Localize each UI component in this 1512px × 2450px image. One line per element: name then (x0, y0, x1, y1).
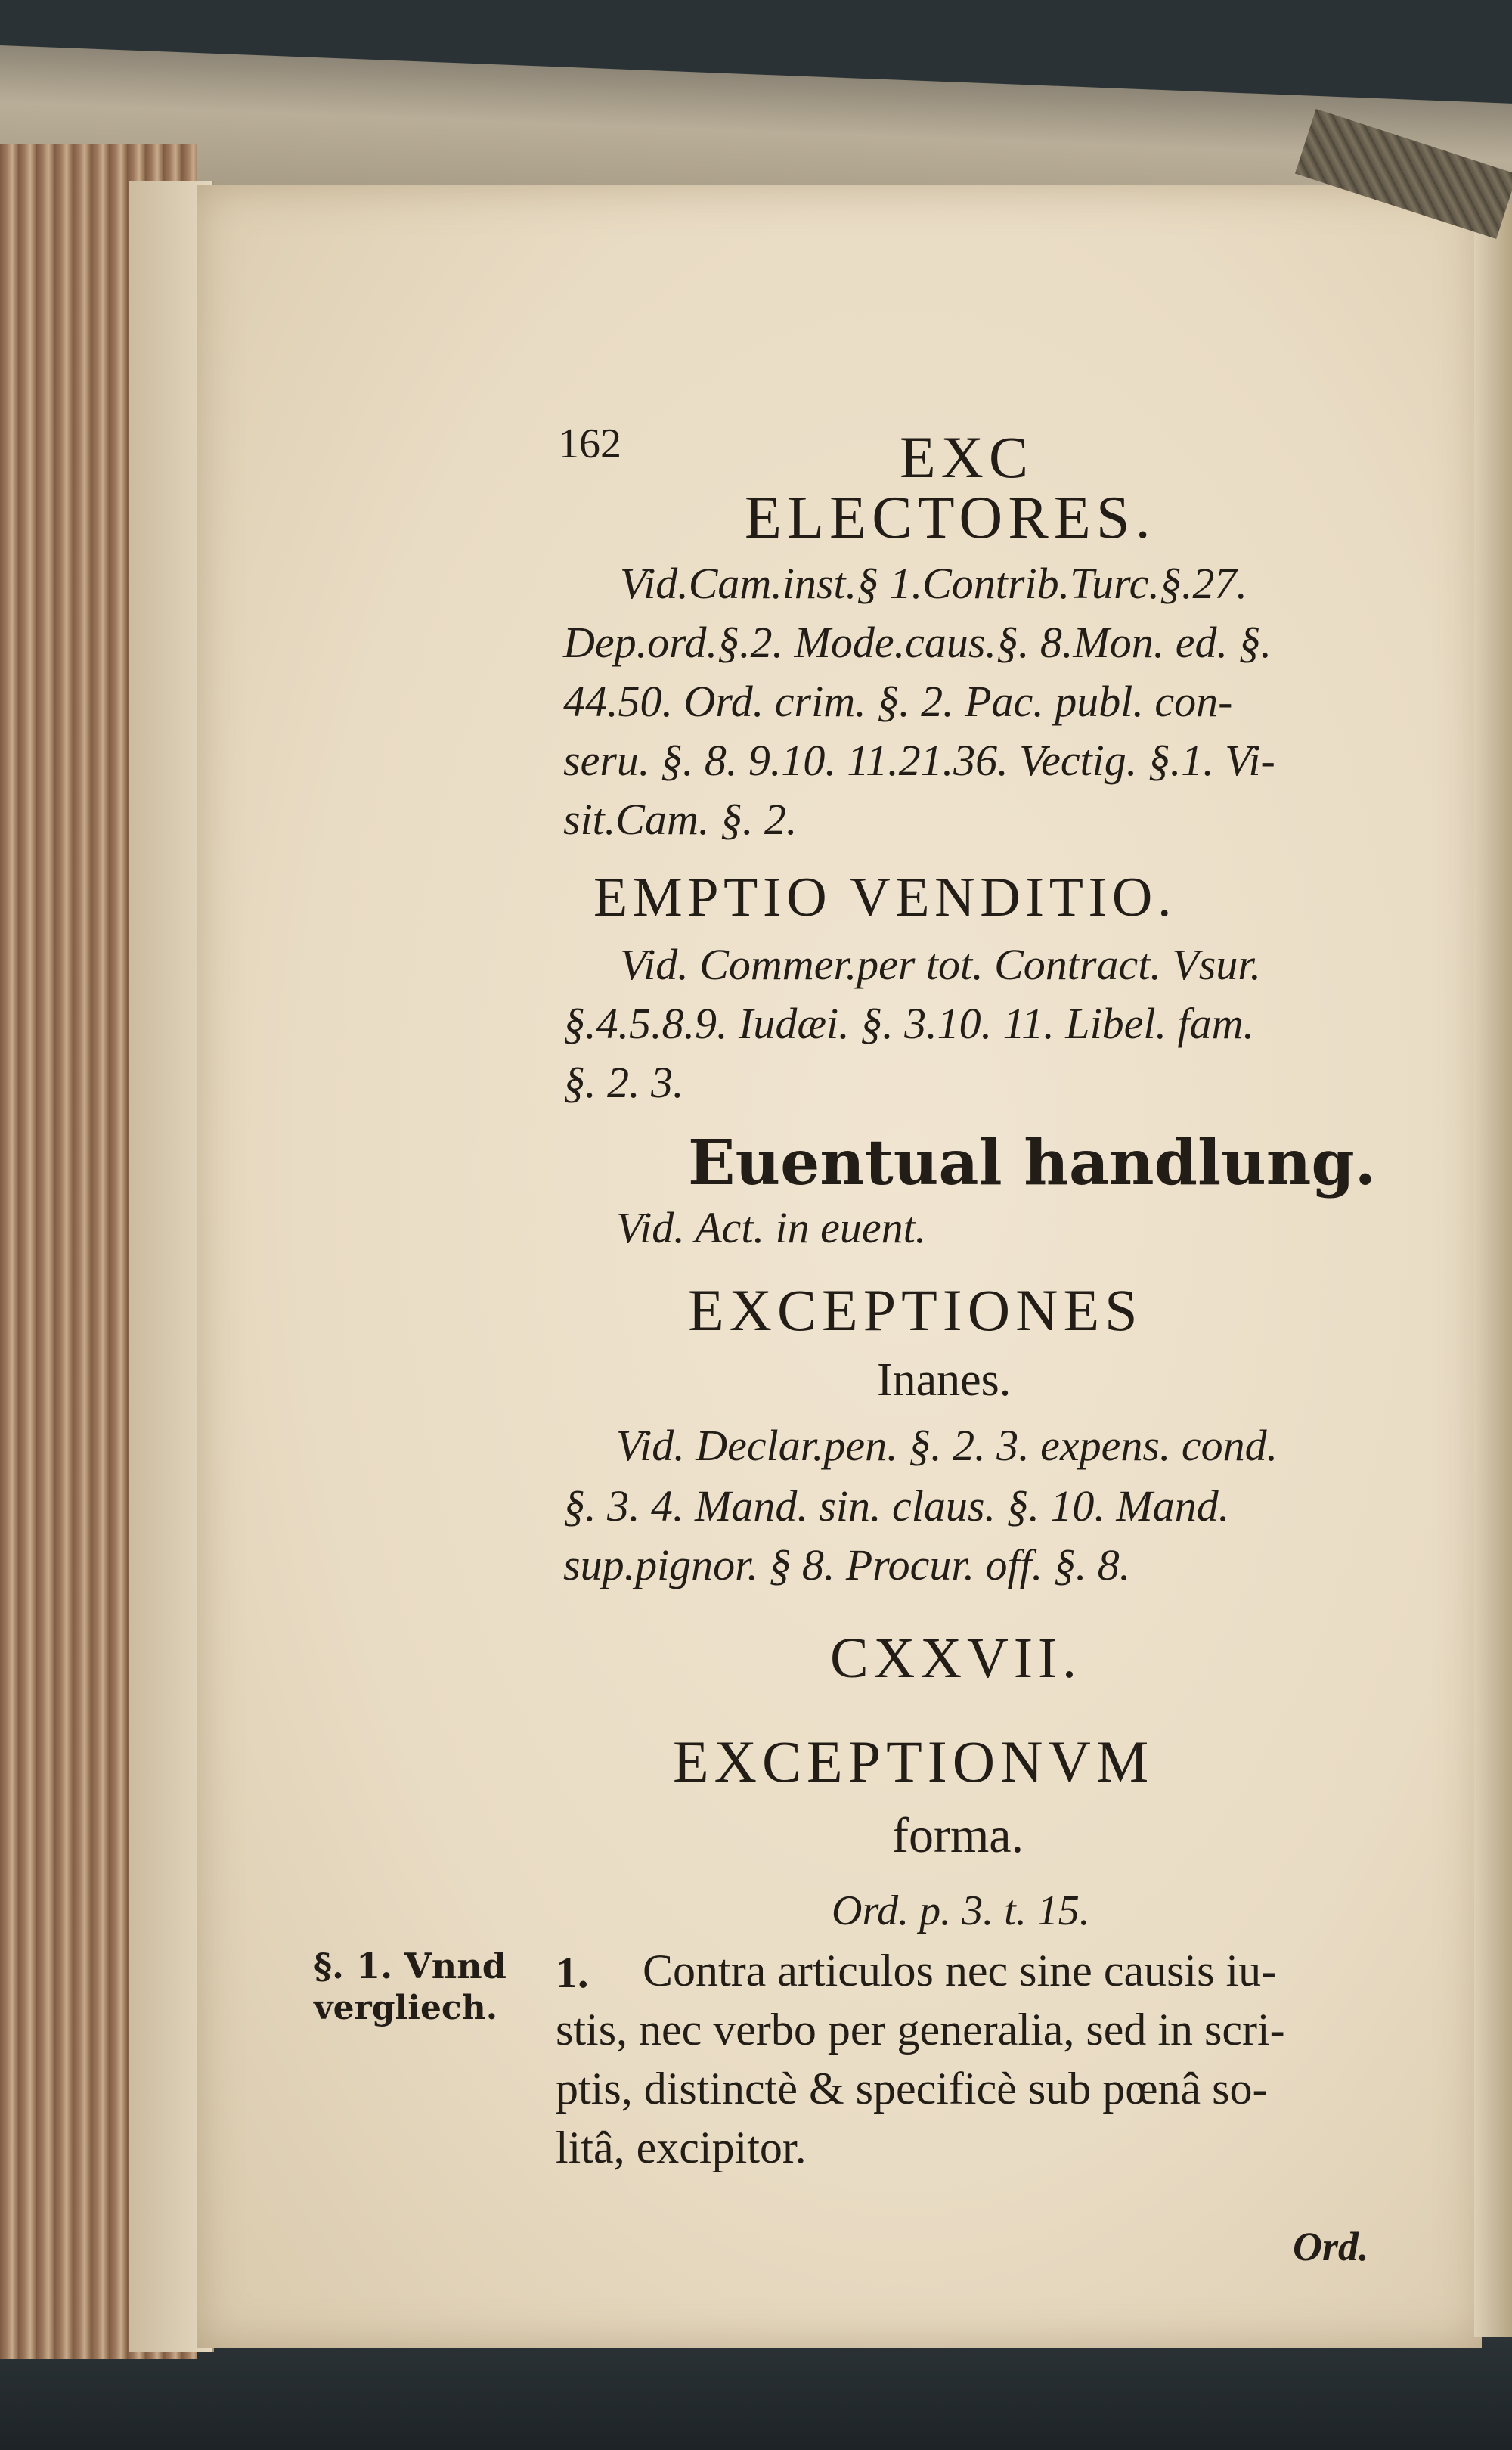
paragraph-number: 1. (556, 1948, 589, 1997)
catchword: Ord. (1293, 2224, 1369, 2269)
entry-line: §. 3. 4. Mand. sin. claus. §. 10. Mand. (563, 1481, 1230, 1530)
paragraph-line: ptis, distinctè & specificè sub pœnâ so- (556, 2064, 1268, 2114)
entry-line: Dep.ord.§.2. Mode.caus.§. 8.Mon. ed. §. (563, 618, 1272, 667)
entry-heading-euentual: Euentual handlung. (688, 1127, 1377, 1199)
entry-line: Vid. Declar.pen. §. 2. 3. expens. cond. (616, 1421, 1278, 1470)
entry-line: sit.Cam. §. 2. (563, 795, 798, 844)
entry-line: seru. §. 8. 9.10. 11.21.36. Vectig. §.1. Vi- (563, 736, 1275, 785)
entry-subheading-inanes: Inanes. (877, 1354, 1012, 1406)
entry-heading-electores: ELECTORES. (745, 485, 1156, 551)
section-subtitle: forma. (892, 1808, 1024, 1863)
margin-note-line: vergliech. (314, 1989, 498, 2027)
entry-heading-emptio: EMPTIO VENDITIO. (593, 867, 1177, 929)
entry-heading-exceptiones: EXCEPTIONES (688, 1277, 1143, 1343)
paragraph-line: stis, nec verbo per generalia, sed in scri- (556, 2005, 1285, 2055)
page-number: 162 (558, 420, 621, 467)
entry-line: §. 2. 3. (563, 1058, 684, 1107)
entry-line: Vid. Commer.per tot. Contract. Vsur. (620, 940, 1261, 989)
running-head: EXC (900, 424, 1034, 490)
section-number: CXXVII. (830, 1627, 1082, 1690)
section-source: Ord. p. 3. t. 15. (832, 1887, 1090, 1934)
right-page-edge (1474, 204, 1512, 2337)
entry-line: 44.50. Ord. crim. §. 2. Pac. publ. con- (563, 677, 1233, 726)
margin-note-line: §. 1. Vnnd (314, 1946, 507, 1986)
entry-line: Vid.Cam.inst.§ 1.Contrib.Turc.§.27. (620, 559, 1247, 608)
section-title: EXCEPTIONVM (673, 1729, 1154, 1794)
paragraph-line: Contra articulos nec sine causis iu- (643, 1946, 1277, 1996)
entry-line: §.4.5.8.9. Iudæi. §. 3.10. 11. Libel. fam. (563, 999, 1255, 1048)
paragraph-line: litâ, excipitor. (556, 2123, 807, 2172)
entry-line: Vid. Act. in euent. (616, 1203, 927, 1252)
entry-line: sup.pignor. § 8. Procur. off. §. 8. (563, 1540, 1131, 1589)
